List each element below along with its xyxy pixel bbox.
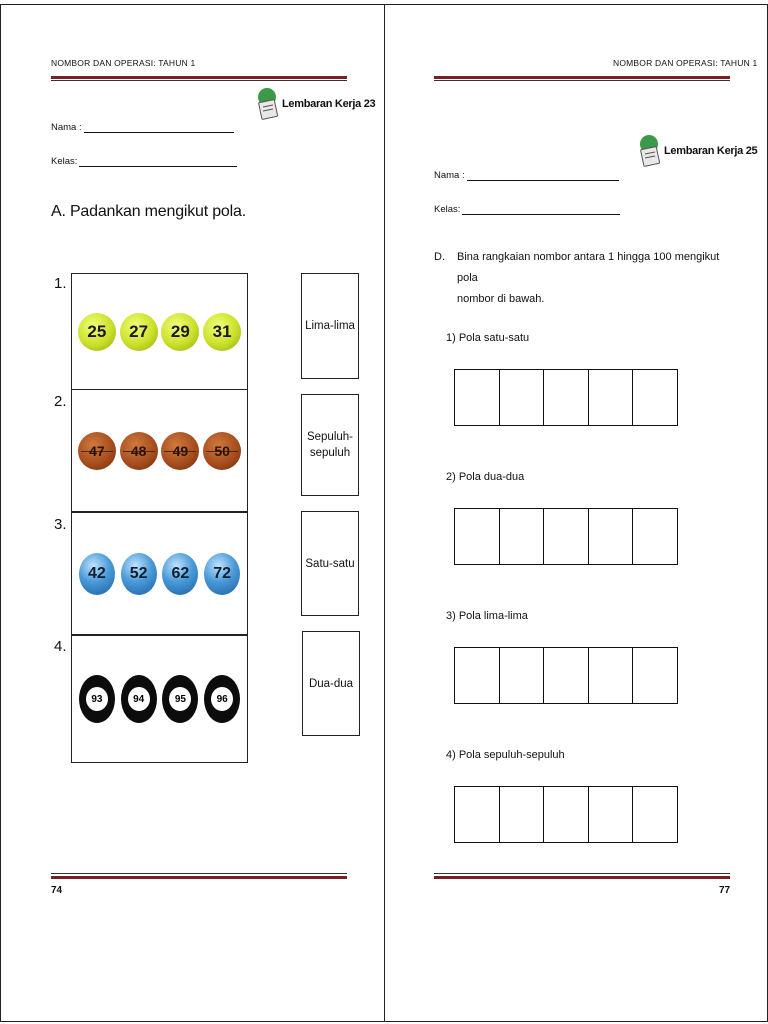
worksheet-title: Lembaran Kerja 25 <box>664 145 758 157</box>
blue-ball: 72 <box>204 553 240 595</box>
answer-cell[interactable] <box>589 787 634 842</box>
header-rule <box>51 76 347 81</box>
answer-cell[interactable] <box>589 509 634 564</box>
blue-ball: 62 <box>162 553 198 595</box>
name-line[interactable] <box>84 123 234 133</box>
name-label: Nama : <box>51 122 82 133</box>
match-box[interactable] <box>301 394 359 496</box>
footer-rule <box>51 873 347 879</box>
item-number: 1. <box>54 275 67 292</box>
class-field[interactable] <box>51 156 237 167</box>
class-label: Kelas: <box>51 156 78 167</box>
pattern-label: 4) Pola sepuluh-sepuluh <box>446 749 565 761</box>
class-label: Kelas: <box>434 204 461 215</box>
match-box[interactable] <box>302 631 360 736</box>
eight-ball <box>204 675 240 723</box>
blue-ball: 52 <box>121 553 157 595</box>
footer-rule <box>434 873 730 879</box>
name-field[interactable] <box>51 122 234 133</box>
answer-cell[interactable] <box>455 370 500 425</box>
match-label: Satu-satu <box>305 557 355 570</box>
ball-sequence-tennis <box>71 273 248 390</box>
name-line[interactable] <box>467 171 619 181</box>
answer-cell[interactable] <box>544 509 589 564</box>
answer-cell[interactable] <box>589 648 634 703</box>
answer-cell[interactable] <box>633 787 677 842</box>
item-number: 4. <box>54 638 67 655</box>
section-title: A. Padankan mengikut pola. <box>51 203 246 220</box>
class-line[interactable] <box>79 157 237 167</box>
tennis-ball: 31 <box>203 313 241 351</box>
match-label: Dua-dua <box>308 677 354 690</box>
class-field[interactable] <box>434 204 620 215</box>
answer-cell[interactable] <box>633 509 677 564</box>
ball-sequence-eight-ball <box>71 635 248 763</box>
pattern-label: 1) Pola satu-satu <box>446 332 530 344</box>
answer-grid[interactable] <box>454 647 678 704</box>
answer-cell[interactable] <box>500 648 545 703</box>
worksheet-badge <box>257 87 375 121</box>
ball-number: 94 <box>128 687 150 711</box>
pattern-label: 3) Pola lima-lima <box>446 610 528 622</box>
tennis-ball: 29 <box>161 313 199 351</box>
worksheet-spread <box>0 4 768 1022</box>
tennis-ball: 25 <box>78 313 116 351</box>
ball-sequence-blue <box>71 512 248 635</box>
eight-ball <box>121 675 157 723</box>
item-number: 3. <box>54 516 67 533</box>
answer-grid[interactable] <box>454 786 678 843</box>
match-label: sepuluh <box>309 447 351 459</box>
page-header: NOMBOR DAN OPERASI: TAHUN 1 <box>51 58 196 68</box>
answer-cell[interactable] <box>500 787 545 842</box>
answer-cell[interactable] <box>589 370 634 425</box>
blue-ball: 42 <box>79 553 115 595</box>
match-box[interactable] <box>301 511 359 616</box>
tennis-ball: 27 <box>120 313 158 351</box>
name-label: Nama : <box>434 170 465 181</box>
answer-grid[interactable] <box>454 369 678 426</box>
match-label: Sepuluh- <box>306 431 354 443</box>
worksheet-clipboard-icon <box>257 87 281 121</box>
worksheet-clipboard-icon <box>639 134 663 168</box>
answer-cell[interactable] <box>544 787 589 842</box>
answer-cell[interactable] <box>455 509 500 564</box>
answer-cell[interactable] <box>500 370 545 425</box>
eight-ball <box>162 675 198 723</box>
answer-cell[interactable] <box>544 370 589 425</box>
item-number: 2. <box>54 393 67 410</box>
ball-number: 96 <box>211 687 233 711</box>
basketball: 48 <box>120 432 158 470</box>
pattern-label: 2) Pola dua-dua <box>446 471 525 483</box>
class-line[interactable] <box>462 205 620 215</box>
page-number: 74 <box>51 885 63 896</box>
worksheet-title: Lembaran Kerja 23 <box>282 98 376 110</box>
answer-cell[interactable] <box>633 370 677 425</box>
answer-cell[interactable] <box>633 648 677 703</box>
ball-number: 93 <box>86 687 108 711</box>
instruction-text <box>457 247 727 310</box>
name-field[interactable] <box>434 170 619 181</box>
basketball: 47 <box>78 432 116 470</box>
basketball: 50 <box>203 432 241 470</box>
header-rule <box>434 76 730 81</box>
answer-grid[interactable] <box>454 508 678 565</box>
eight-ball <box>79 675 115 723</box>
instruction-line: Bina rangkaian nombor antara 1 hingga 100 mengikut pola <box>457 251 720 284</box>
page-number: 77 <box>719 885 731 896</box>
answer-cell[interactable] <box>544 648 589 703</box>
page-header: NOMBOR DAN OPERASI: TAHUN 1 <box>613 58 758 68</box>
match-label: Lima-lima <box>305 320 355 332</box>
match-box[interactable] <box>301 273 359 379</box>
basketball: 49 <box>161 432 199 470</box>
instruction-letter: D. <box>434 251 445 263</box>
left-page <box>1 5 385 1021</box>
instruction-line: nombor di bawah. <box>457 293 545 305</box>
answer-cell[interactable] <box>455 787 500 842</box>
ball-number: 95 <box>169 687 191 711</box>
answer-cell[interactable] <box>500 509 545 564</box>
worksheet-badge <box>639 134 757 168</box>
answer-cell[interactable] <box>455 648 500 703</box>
ball-sequence-basketball <box>71 389 248 512</box>
